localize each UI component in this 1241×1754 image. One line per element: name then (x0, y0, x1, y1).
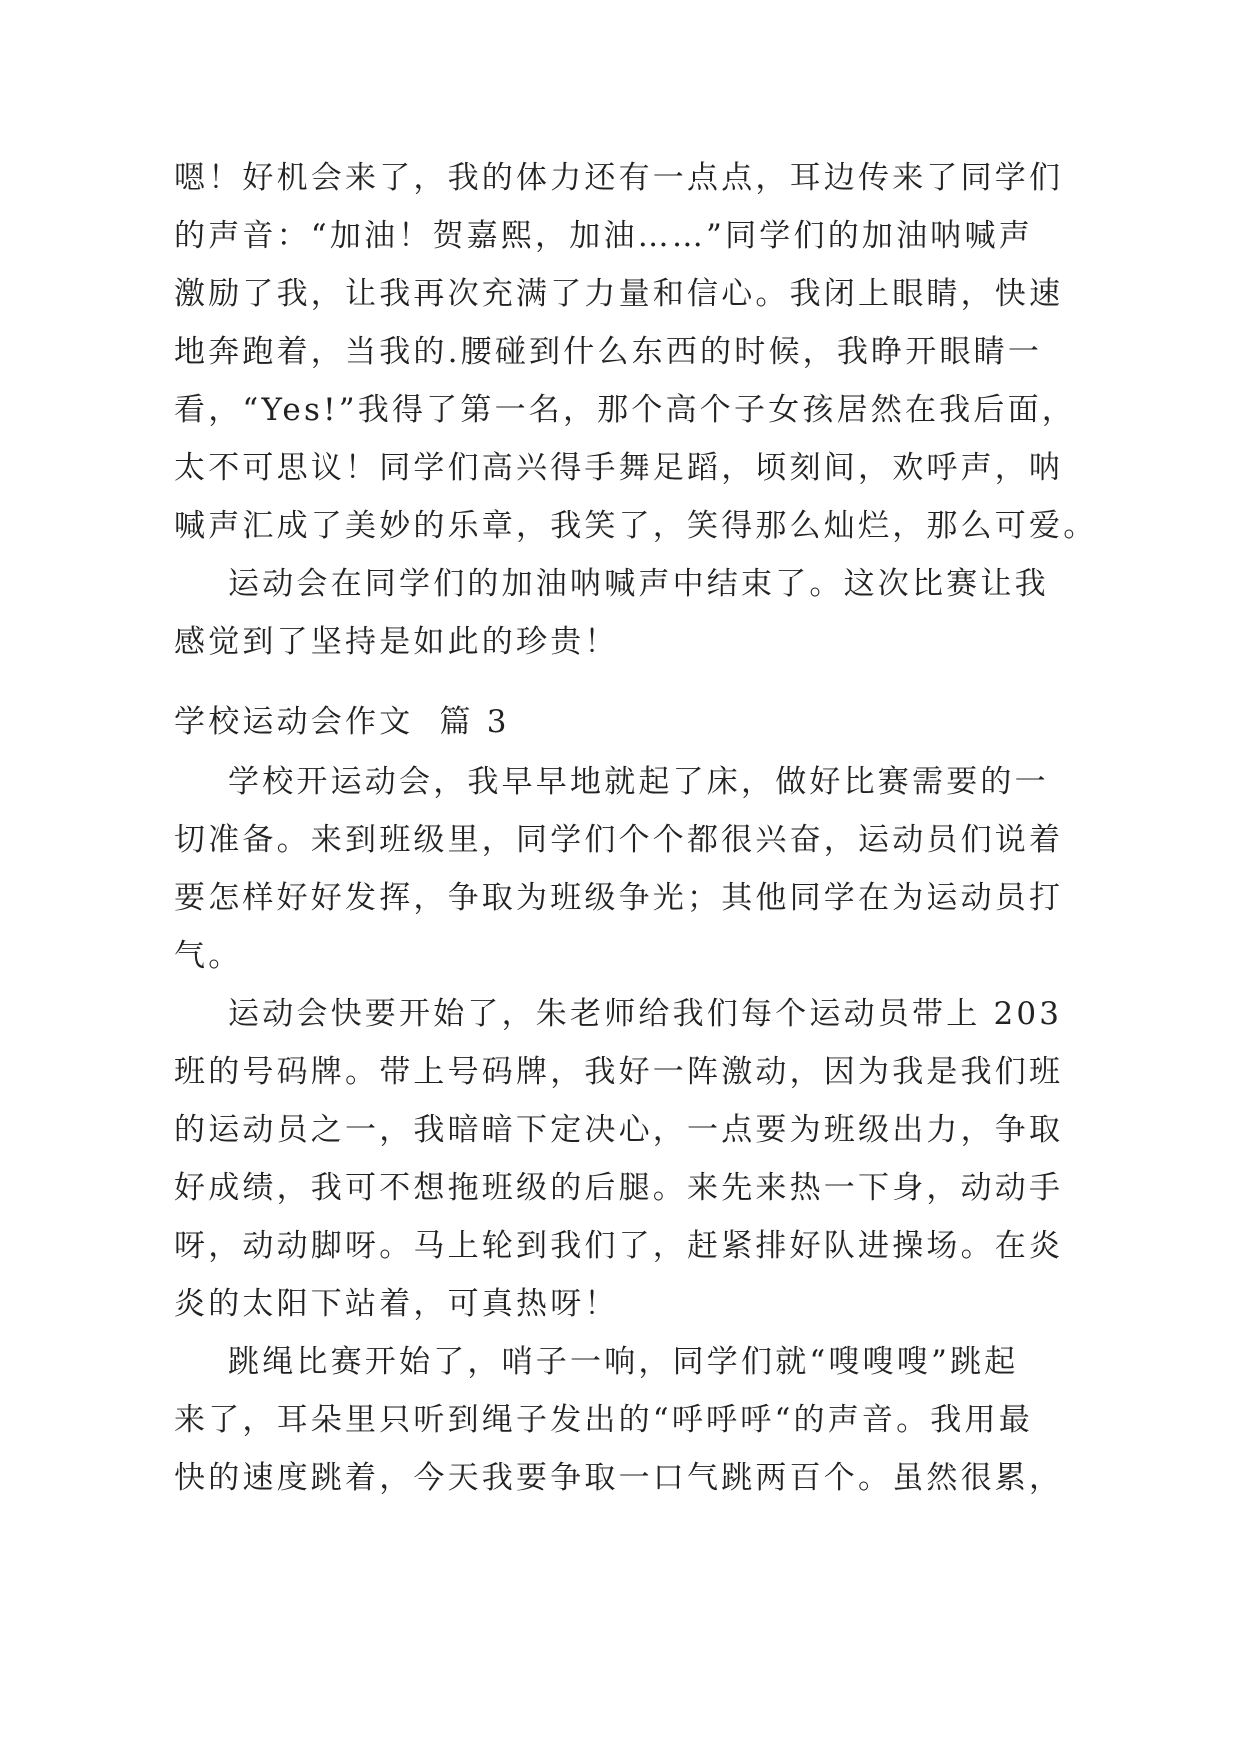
paragraph-4-line: 好成绩，我可不想拖班级的后腿。来先来热一下身，动动手 (174, 1170, 1064, 1206)
paragraph-1-line: 太不可思议！同学们高兴得手舞足蹈，顷刻间，欢呼声，呐 (174, 450, 1064, 486)
paragraph-1-line: 嗯！好机会来了，我的体力还有一点点，耳边传来了同学们 (174, 160, 1064, 196)
paragraph-4-line: 炎的太阳下站着，可真热呀！ (174, 1286, 619, 1322)
paragraph-3-line: 要怎样好好发挥，争取为班级争光；其他同学在为运动员打 (174, 880, 1064, 916)
paragraph-2-line: 运动会在同学们的加油呐喊声中结束了。这次比赛让我 (228, 566, 1049, 602)
paragraph-3-line: 切准备。来到班级里，同学们个个都很兴奋，运动员们说着 (174, 822, 1064, 858)
paragraph-3-line: 气。 (174, 938, 243, 974)
paragraph-4-line: 的运动员之一，我暗暗下定决心，一点要为班级出力，争取 (174, 1112, 1064, 1148)
section-title: 学校运动会作文 篇 3 (174, 704, 510, 740)
paragraph-5-line: 跳绳比赛开始了，哨子一响，同学们就“嗖嗖嗖”跳起 (228, 1344, 1019, 1380)
paragraph-4-line: 呀，动动脚呀。马上轮到我们了，赶紧排好队进操场。在炎 (174, 1228, 1064, 1264)
paragraph-1-line: 喊声汇成了美妙的乐章，我笑了，笑得那么灿烂，那么可爱。 (174, 508, 1098, 544)
paragraph-4-line: 运动会快要开始了，朱老师给我们每个运动员带上 203 (228, 996, 1063, 1032)
paragraph-1-line: 看，“Yes!”我得了第一名，那个高个子女孩居然在我后面， (174, 392, 1076, 428)
paragraph-5-line: 来了，耳朵里只听到绳子发出的“呼呼呼“的声音。我用最 (174, 1402, 1033, 1438)
paragraph-2-line: 感觉到了坚持是如此的珍贵！ (174, 624, 619, 660)
paragraph-3-line: 学校开运动会，我早早地就起了床，做好比赛需要的一 (228, 764, 1049, 800)
paragraph-5-line: 快的速度跳着，今天我要争取一口气跳两百个。虽然很累， (174, 1460, 1064, 1496)
paragraph-1-line: 的声音：“加油！贺嘉熙，加油……”同学们的加油呐喊声 (174, 218, 1033, 254)
paragraph-4-line: 班的号码牌。带上号码牌，我好一阵激动，因为我是我们班 (174, 1054, 1064, 1090)
paragraph-1-line: 地奔跑着，当我的.腰碰到什么东西的时候，我睁开眼睛一 (174, 334, 1043, 370)
paragraph-1-line: 激励了我，让我再次充满了力量和信心。我闭上眼睛，快速 (174, 276, 1064, 312)
